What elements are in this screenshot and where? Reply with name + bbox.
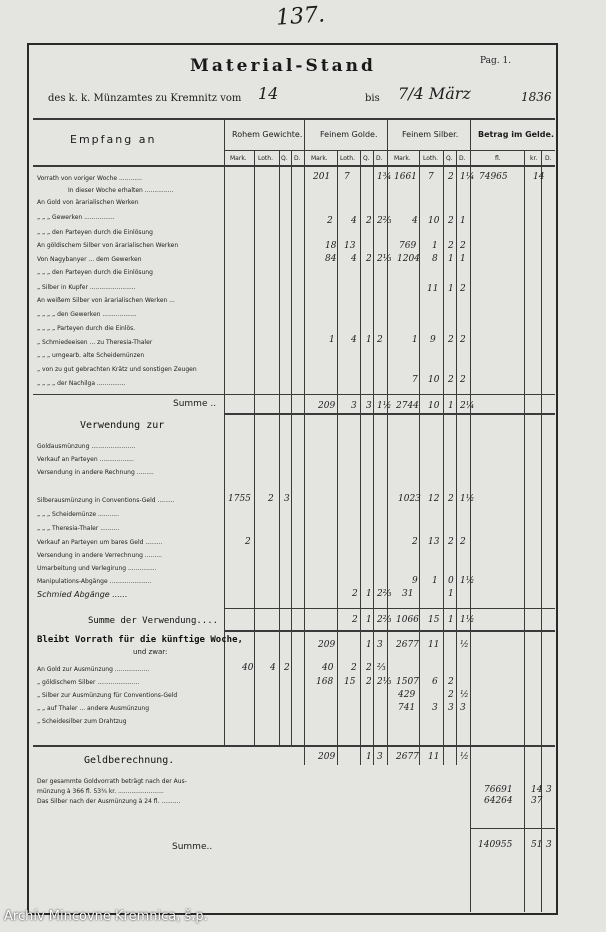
sub-rohem-mark: Mark. [230, 155, 247, 162]
sub-silber-d: D. [459, 155, 466, 162]
value-cell: 15 [344, 677, 356, 687]
value-cell: 2⅔ [377, 615, 392, 625]
value-cell: 209 [318, 401, 336, 411]
header-bottom-rule [33, 165, 555, 167]
geldberechnung-title: Geldberechnung. [84, 755, 175, 766]
value-cell: 8 [432, 254, 438, 264]
grid-column-line [224, 120, 225, 745]
value-cell: 2 [448, 216, 454, 226]
grid-column-line [304, 745, 305, 765]
ledger-subtitle [48, 93, 241, 104]
value-cell: 3 [432, 703, 438, 713]
subtitle-prefix: des k. k. Münzamtes zu Kremnitz vom [48, 93, 242, 104]
value-cell: 1204 [397, 254, 420, 264]
col-feinem-gold: Feinem Golde. [320, 130, 378, 139]
summe-bottom-rule [224, 413, 555, 415]
sub-betrag-kr: kr. [530, 155, 538, 162]
value-cell: 1 [412, 335, 418, 345]
value-cell: 2⅔ [377, 216, 392, 226]
value-cell: 2 [448, 690, 454, 700]
date-from: 14 [258, 84, 279, 103]
value-cell: 3 [546, 840, 552, 850]
value-cell: 1 [432, 241, 438, 251]
summe-label: Summe .. [173, 399, 217, 409]
value-cell: 1 [366, 335, 372, 345]
value-cell: 4 [351, 335, 357, 345]
col-empfang: Empfang an [70, 133, 157, 146]
value-cell: 769 [399, 241, 417, 251]
empfang-row: In dieser Woche erhalten ............... [68, 187, 174, 194]
folio-number: 137. [275, 2, 326, 31]
value-cell: 31 [402, 589, 414, 599]
value-cell: 1 [448, 254, 454, 264]
value-cell: 1 [366, 640, 372, 650]
value-cell: 2 [460, 335, 466, 345]
value-cell: 10 [428, 375, 440, 385]
value-cell: 1 [448, 401, 454, 411]
value-cell: 1½ [460, 576, 475, 586]
value-cell: 2 [460, 241, 466, 251]
grid-column-line [456, 745, 457, 765]
value-cell: 15 [428, 615, 440, 625]
value-cell: 1 [366, 752, 372, 762]
geld-sum-rule [470, 828, 555, 829]
bleed-through-text [470, 18, 483, 43]
grid-column-line [337, 745, 338, 765]
value-cell: 10 [428, 401, 440, 411]
header-top-rule [33, 118, 555, 120]
value-cell: 11 [428, 752, 440, 762]
value-cell: 4 [351, 216, 357, 226]
sub-silber-loth: Loth. [423, 155, 438, 162]
col-feinem-silber: Feinem Silber. [402, 130, 459, 139]
value-cell: 1 [366, 615, 372, 625]
value-cell: 2744 [396, 401, 419, 411]
grid-column-line [419, 150, 420, 745]
value-cell: 1½ [377, 401, 392, 411]
value-cell: 1 [460, 254, 466, 264]
empfang-row: „ „ „ „ der Nachilga ............... [37, 380, 126, 387]
value-cell: 2⅓ [377, 254, 392, 264]
value-cell: 7 [344, 172, 350, 182]
grid-column-line [279, 150, 280, 745]
value-cell: 1661 [394, 172, 417, 182]
value-cell: 2⅔ [377, 589, 392, 599]
value-cell: 0 [448, 576, 454, 586]
value-cell: 3 [460, 703, 466, 713]
empfang-row: Vorrath von voriger Woche ............ [37, 175, 142, 182]
value-cell: 2 [448, 172, 454, 182]
vorrath-row: „ „ auf Thaler ... andere Ausmünzung [37, 705, 149, 712]
value-cell: 2 [352, 615, 358, 625]
value-cell: 1023 [398, 494, 421, 504]
value-cell: 3 [377, 752, 383, 762]
value-cell: 1½ [460, 494, 475, 504]
value-cell: ½ [460, 752, 469, 762]
verw-sum-bottom-rule [224, 630, 555, 632]
value-cell: 13 [344, 241, 356, 251]
value-cell: 2¼ [460, 401, 475, 411]
sub-silber-q: Q. [446, 155, 453, 162]
verw-sum-top-rule [224, 608, 555, 609]
grid-column-line [373, 150, 374, 745]
verwendung-row: „ „ „ Scheidemünze ........... [37, 511, 119, 518]
verwendung-row: Versendung in andere Verrechnung ......... [37, 552, 162, 559]
vorrath-row: An Gold zur Ausmünzung .................. [37, 666, 150, 673]
value-cell: 37 [531, 796, 543, 806]
sub-rohem-d: D. [294, 155, 301, 162]
value-cell: 2 [327, 216, 333, 226]
value-cell: 84 [325, 254, 337, 264]
grid-column-line [443, 745, 444, 765]
subtitle-bis: bis [365, 93, 380, 104]
summe-top-rule [33, 394, 555, 395]
value-cell: 1507 [396, 677, 419, 687]
vorrath-row: „ Silber zur Ausmünzung für Conventions-Geld [37, 692, 178, 699]
value-cell: 12 [428, 494, 440, 504]
grid-column-line [360, 150, 361, 745]
value-cell: 14 [533, 172, 545, 182]
value-cell: 2 [448, 241, 454, 251]
value-cell: 9 [412, 576, 418, 586]
empfang-row: „ „ „ Gewerken ................ [37, 214, 115, 221]
value-cell: 3 [377, 640, 383, 650]
value-cell: 3 [351, 401, 357, 411]
empfang-row: An Gold von ärarialischen Werken [37, 199, 139, 206]
value-cell: 2 [352, 589, 358, 599]
value-cell: ½ [460, 690, 469, 700]
value-cell: 2 [448, 375, 454, 385]
value-cell: 2 [366, 677, 372, 687]
value-cell: 3 [448, 703, 454, 713]
grid-column-line [387, 120, 388, 745]
value-cell: 1¾ [377, 172, 392, 182]
grid-column-line [443, 150, 444, 745]
value-cell: 2 [460, 537, 466, 547]
archive-watermark: Archív Mincovne Kremnica, š.p. [4, 909, 208, 924]
verwendung-row: Umarbeitung und Verlegirung ............... [37, 565, 157, 572]
value-cell: 1 [460, 216, 466, 226]
value-cell: 2 [460, 375, 466, 385]
value-cell: 2 [366, 216, 372, 226]
value-cell: 4 [412, 216, 418, 226]
col-rohem: Rohem Gewichte. [232, 130, 303, 139]
value-cell: 1¼ [460, 172, 475, 182]
value-cell: 1 [366, 589, 372, 599]
value-cell: 429 [398, 690, 416, 700]
value-cell: ⅔ [377, 663, 386, 673]
bleibt-vorrath-label: Bleibt Vorrath für die künftige Woche, [37, 635, 243, 645]
geld-row: Das Silber nach der Ausmünzung à 24 fl. .......... [37, 798, 181, 805]
und-zwar-label: und zwar: [133, 648, 168, 656]
value-cell: 2677 [396, 752, 419, 762]
value-cell: 11 [428, 640, 440, 650]
value-cell: 11 [427, 284, 439, 294]
value-cell: 74965 [479, 172, 508, 182]
value-cell: 2 [366, 663, 372, 673]
value-cell: 1 [448, 589, 454, 599]
value-cell: 1 [329, 335, 335, 345]
geld-row: Der gesammte Goldvorrath beträgt nach der Aus- [37, 778, 187, 785]
summe-verwendung-label: Summe der Verwendung.... [88, 616, 219, 626]
date-to: 7/4 März [398, 84, 471, 103]
year: 1836 [521, 90, 552, 104]
value-cell: 201 [313, 172, 331, 182]
empfang-row: An göldischem Silber von ärarialischen Werken [37, 242, 179, 249]
value-cell: 40 [322, 663, 334, 673]
grid-column-line [373, 745, 374, 765]
value-cell: 741 [398, 703, 416, 713]
value-cell: 7 [428, 172, 434, 182]
sub-rohem-loth: Loth. [258, 155, 273, 162]
verwendung-row: „ „ „ Theresia-Thaler .......... [37, 525, 120, 532]
value-cell: ½ [460, 640, 469, 650]
sub-gold-q: Q. [363, 155, 370, 162]
empfang-row: „ Schmiedeeisen ... zu Theresia-Thaler [37, 339, 153, 346]
value-cell: 168 [316, 677, 334, 687]
verwendung-row: Goldausmünzung ....................... [37, 443, 136, 450]
value-cell: 2 [366, 254, 372, 264]
empfang-row: Von Nagybanyer ... dem Gewerken [37, 256, 142, 263]
sub-gold-loth: Loth. [340, 155, 355, 162]
verwendung-row: Schmied Abgänge ...... [37, 590, 128, 599]
empfang-row: „ „ „ den Parteyen durch die Einlösung [37, 229, 153, 236]
value-cell: 209 [318, 752, 336, 762]
empfang-row: „ „ „ den Parteyen durch die Einlösung [37, 269, 153, 276]
value-cell: 1 [448, 615, 454, 625]
value-cell: 2 [245, 537, 251, 547]
vorrath-row: „ göldischem Silber ...................... [37, 679, 140, 686]
grid-column-line [470, 120, 471, 912]
value-cell: 2 [448, 537, 454, 547]
col-betrag: Betrag im Gelde. [478, 130, 554, 139]
sub-betrag-fl: fl. [495, 155, 501, 162]
value-cell: 9 [430, 335, 436, 345]
value-cell: 2 [448, 335, 454, 345]
sub-gold-d: D. [376, 155, 383, 162]
verwendung-row: Verkauf an Parteyen .................. [37, 456, 134, 463]
ledger-title: Material-Stand [190, 56, 376, 76]
value-cell: 2 [351, 663, 357, 673]
vorrath-row: „ Scheidesilber zum Drahtzug [37, 718, 127, 725]
grid-column-line [304, 120, 305, 745]
grid-column-line [456, 150, 457, 745]
value-cell: 18 [325, 241, 337, 251]
value-cell: 2 [268, 494, 274, 504]
value-cell: 2 [377, 335, 383, 345]
verwendung-title: Verwendung zur [80, 420, 165, 431]
sub-gold-mark: Mark. [311, 155, 328, 162]
grid-column-line [524, 150, 525, 912]
value-cell: 1755 [228, 494, 251, 504]
grid-column-line [360, 745, 361, 765]
summe-geld-label: Summe.. [172, 842, 213, 852]
value-cell: 2 [448, 677, 454, 687]
value-cell: 2 [460, 284, 466, 294]
empfang-row: „ „ „ „ Parteyen durch die Einlös. [37, 325, 136, 332]
geld-row: münzung à 366 fl. 53¾ kr. ........................ [37, 788, 164, 795]
value-cell: 10 [428, 216, 440, 226]
value-cell: 2 [412, 537, 418, 547]
value-cell: 3 [366, 401, 372, 411]
page-number: Pag. 1. [480, 56, 512, 66]
value-cell: 3 [284, 494, 290, 504]
value-cell: 1 [432, 576, 438, 586]
value-cell: 51 [531, 840, 543, 850]
value-cell: 6 [432, 677, 438, 687]
empfang-row: „ „ „ umgearb. alte Scheidemünzen [37, 352, 145, 359]
grid-column-line [419, 745, 420, 765]
value-cell: 4 [270, 663, 276, 673]
grid-column-line [291, 150, 292, 745]
value-cell: 40 [242, 663, 254, 673]
value-cell: 3 [546, 785, 552, 795]
geld-top-rule [33, 745, 555, 747]
grid-column-line [387, 745, 388, 765]
verwendung-row: Silberausmünzung in Conventions-Geld ......... [37, 497, 175, 504]
empfang-row: „ Silber in Kupfer ........................ [37, 284, 136, 291]
value-cell: 7 [412, 375, 418, 385]
value-cell: 2 [448, 494, 454, 504]
value-cell: 13 [428, 537, 440, 547]
value-cell: 1½ [460, 615, 475, 625]
value-cell: 1066 [396, 615, 419, 625]
subheader-rule [224, 150, 555, 151]
value-cell: 140955 [478, 840, 513, 850]
grid-column-line [337, 150, 338, 745]
value-cell: 4 [351, 254, 357, 264]
sub-rohem-q: Q. [281, 155, 288, 162]
value-cell: 76691 [484, 785, 513, 795]
value-cell: 2⅓ [377, 677, 392, 687]
verwendung-row: Versendung in andere Rechnung ......... [37, 469, 154, 476]
verwendung-row: Verkauf an Parteyen um bares Geld ......... [37, 539, 163, 546]
empfang-row: „ von zu gut gebrachten Krätz und sonstigen Zeugen [37, 366, 197, 373]
empfang-row: An weißem Silber von ärarialischen Werken ... [37, 297, 175, 304]
verwendung-row: Manipulations-Abgänge ...................... [37, 578, 152, 585]
value-cell: 209 [318, 640, 336, 650]
value-cell: 64264 [484, 796, 513, 806]
sub-silber-mark: Mark. [394, 155, 411, 162]
value-cell: 2 [284, 663, 290, 673]
sub-betrag-d: D. [545, 155, 552, 162]
value-cell: 1 [448, 284, 454, 294]
empfang-row: „ „ „ „ den Gewerken .................. [37, 311, 137, 318]
grid-column-line [254, 150, 255, 745]
value-cell: 14 [531, 785, 543, 795]
value-cell: 2677 [396, 640, 419, 650]
